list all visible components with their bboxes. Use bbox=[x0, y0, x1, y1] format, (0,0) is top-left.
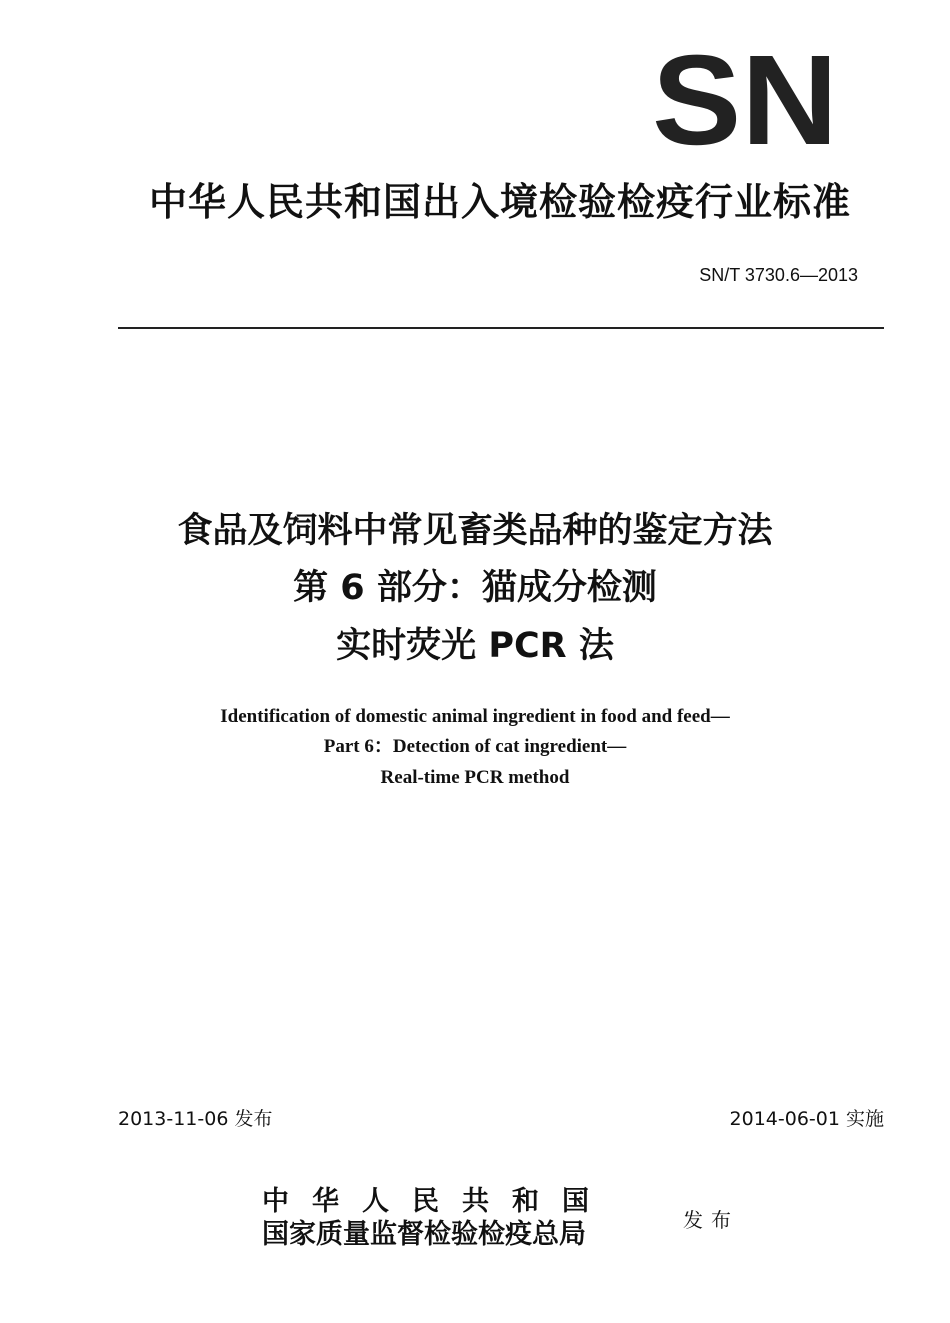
issuer-agency: 国家质量监督检验检疫总局 bbox=[262, 1219, 586, 1250]
english-title-line-2: Part 6：Detection of cat ingredient— bbox=[323, 736, 627, 757]
standard-number: SN/T 3730.6—2013 bbox=[699, 265, 858, 285]
industry-standard-title: 中华人民共和国出入境检验检疫行业标准 bbox=[148, 180, 851, 224]
header-divider bbox=[118, 327, 884, 329]
issuer-action: 发布 bbox=[683, 1208, 739, 1232]
issuer-country: 中华人民共和国 bbox=[262, 1186, 612, 1217]
chinese-title-line-1: 食品及饲料中常见畜类品种的鉴定方法 bbox=[177, 511, 773, 551]
chinese-title-line-3: 实时荧光 PCR 法 bbox=[336, 626, 614, 666]
chinese-title-line-2: 第 6 部分：猫成分检测 bbox=[293, 568, 657, 608]
issue-date: 2013-11-06 发布 bbox=[118, 1108, 273, 1130]
sn-logo-text: SN bbox=[652, 44, 838, 150]
english-title-line-1: Identification of domestic animal ingredient in food and feed— bbox=[220, 706, 730, 727]
english-title-line-3: Real-time PCR method bbox=[380, 767, 570, 788]
implementation-date: 2014-06-01 实施 bbox=[729, 1108, 884, 1130]
sn-logo bbox=[650, 44, 840, 150]
